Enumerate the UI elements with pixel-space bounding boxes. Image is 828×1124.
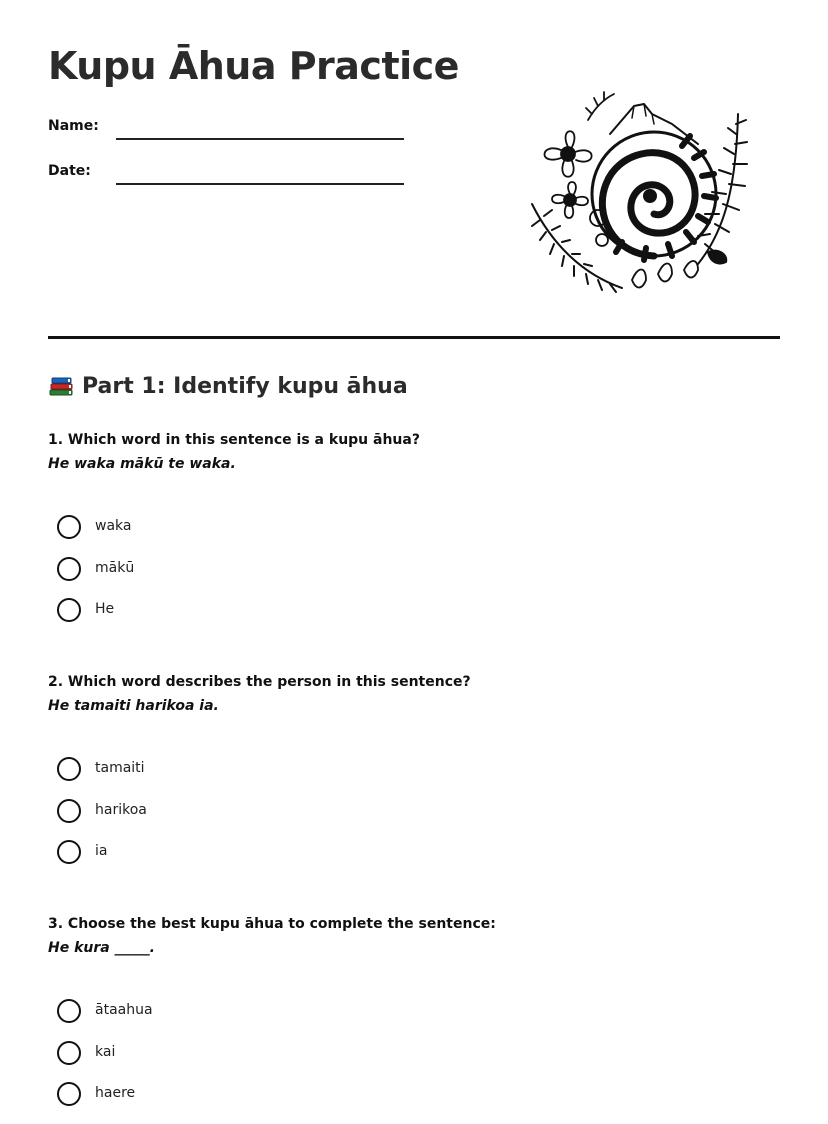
date-input-line[interactable]: [116, 183, 404, 185]
question-1: [48, 428, 788, 617]
question-prompt: 1. Which word in this sentence is a kupu āhua?: [48, 432, 420, 448]
option-label: tamaiti: [95, 760, 145, 776]
option-label: ia: [95, 843, 108, 859]
option-label: kai: [95, 1043, 116, 1060]
name-input-line[interactable]: [116, 138, 404, 140]
option-label: He: [95, 601, 115, 617]
option-label: waka: [95, 518, 132, 534]
radio-button[interactable]: [57, 557, 81, 581]
radio-button[interactable]: [57, 598, 81, 622]
radio-button[interactable]: [57, 999, 81, 1023]
radio-button[interactable]: [57, 1082, 81, 1106]
option-label: ātaahua: [95, 1002, 153, 1018]
option-label: haere: [95, 1085, 136, 1101]
section-title-text: Part 1: Identify kupu āhua: [82, 374, 408, 399]
question-sentence: He kura _____.: [48, 940, 155, 956]
question-prompt: 3. Choose the best kupu āhua to complete the sentence:: [48, 916, 496, 932]
name-label: Name:: [48, 118, 99, 134]
books-icon: [48, 375, 74, 403]
question-2: [48, 670, 788, 859]
radio-button[interactable]: [57, 799, 81, 823]
date-label: Date:: [48, 163, 91, 179]
section-title: [48, 374, 408, 403]
radio-button[interactable]: [57, 515, 81, 539]
question-sentence: He waka mākū te waka.: [48, 456, 236, 472]
question-sentence: He tamaiti harikoa ia.: [48, 698, 219, 714]
question-prompt: 2. Which word describes the person in this sentence?: [48, 674, 471, 690]
option-label: mākū: [95, 559, 135, 576]
radio-button[interactable]: [57, 757, 81, 781]
koru-illustration: [522, 84, 768, 298]
radio-button[interactable]: [57, 1041, 81, 1065]
radio-button[interactable]: [57, 840, 81, 864]
page-title: Kupu Āhua Practice: [48, 44, 459, 88]
question-3: [48, 912, 788, 1101]
option-label: harikoa: [95, 801, 147, 818]
section-divider: [48, 336, 780, 339]
